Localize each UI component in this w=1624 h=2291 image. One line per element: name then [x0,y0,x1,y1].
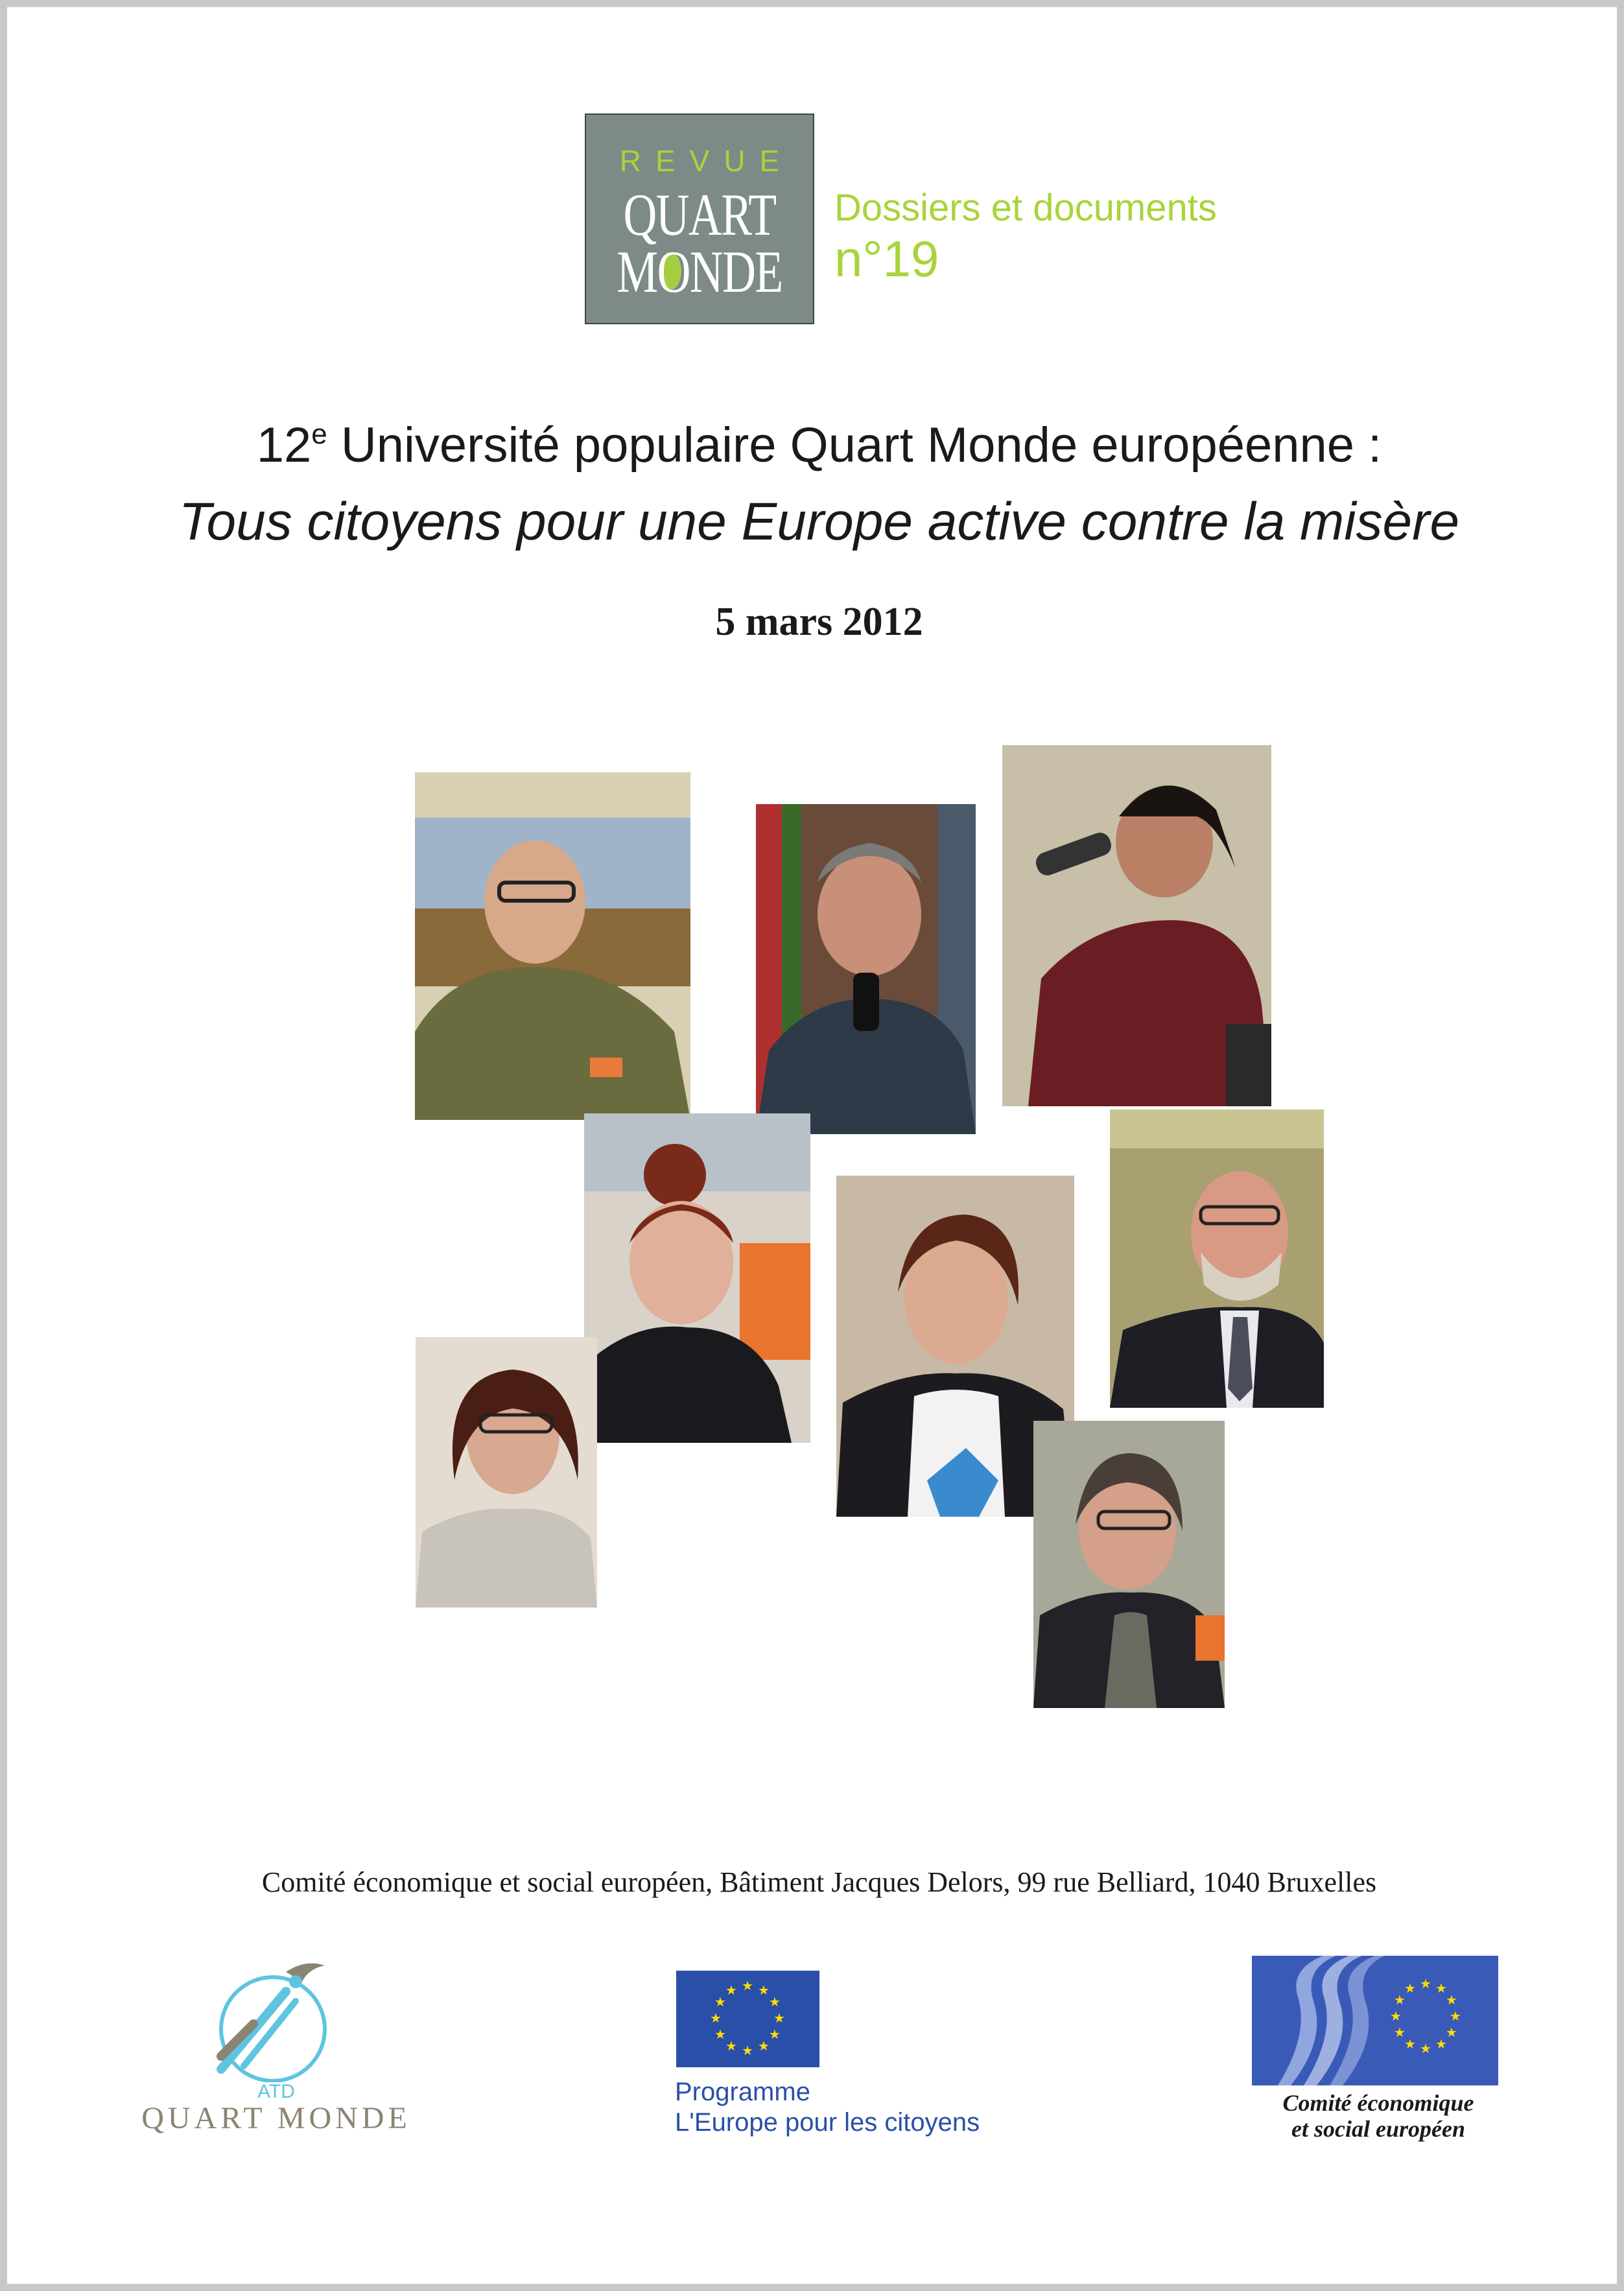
svg-text:★: ★ [1420,2041,1431,2056]
cese-line1: Comité économique [1282,2090,1474,2116]
venue-address: Comité économique et social européen, Bâtiment Jacques Delors, 99 rue Belliard, 1040 Bruxelles [261,1866,1377,1898]
eu-programme-line1: Programme [675,2078,810,2106]
svg-text:★: ★ [710,2010,722,2026]
svg-text:★: ★ [714,1994,726,2010]
svg-text:★: ★ [769,2026,781,2042]
atd-quart-monde-logo [124,1953,429,2147]
svg-text:★: ★ [1394,1992,1406,2008]
title-rest: Université populaire Quart Monde européenne : [327,418,1382,473]
svg-text:★: ★ [1446,1992,1457,2008]
svg-text:★: ★ [742,2043,753,2058]
svg-text:★: ★ [1446,2024,1457,2040]
photo-woman-microphone-red [1002,745,1271,1106]
svg-text:★: ★ [1404,1980,1416,1996]
photo-man-beard-tie [1110,1110,1324,1408]
svg-text:★: ★ [1420,1976,1431,1991]
page-title [7,417,1624,473]
cese-logo-icon [1252,1956,1498,2085]
svg-text:★: ★ [769,1994,781,2010]
logo-revue-text: REVUE [619,144,794,178]
eu-flag-icon [676,1971,819,2067]
svg-text:★: ★ [1450,2008,1461,2024]
issue-number: n°19 [834,230,939,287]
svg-text:★: ★ [1435,1980,1447,1996]
atd-name: QUART MONDE [141,2101,411,2135]
photo-woman-glasses-microphone [1033,1421,1225,1708]
atd-acronym: ATD [257,2081,295,2102]
svg-text:★: ★ [725,2038,737,2054]
title-ordinal: 12 [256,418,312,473]
title-ordinal-suffix: e [311,418,327,450]
svg-text:★: ★ [1404,2036,1416,2052]
cover-page [7,7,1617,2284]
atd-emblem-icon [124,1953,429,2082]
photo-woman-hair-bun-headset [584,1113,810,1443]
page-subtitle: Tous citoyens pour une Europe active contre la misère [178,492,1460,551]
svg-text:★: ★ [1394,2024,1406,2040]
eu-programme-line2: L'Europe pour les citoyens [675,2108,980,2137]
svg-text:★: ★ [1435,2036,1447,2052]
logo-quart-text: QUART [623,182,776,248]
svg-text:★: ★ [773,2010,785,2026]
event-date: 5 mars 2012 [715,600,923,644]
svg-text:★: ★ [725,1982,737,1998]
photo-woman-glasses-headset [416,1337,597,1608]
series-label: Dossiers et documents [834,187,1217,229]
logo-monde-text: MONDE [617,239,783,305]
cese-line2: et social européen [1291,2116,1465,2142]
svg-text:★: ★ [742,1978,753,1993]
photo-man-glasses-sweater [415,772,690,1120]
svg-text:★: ★ [758,2038,770,2054]
svg-text:★: ★ [714,2026,726,2042]
svg-text:★: ★ [758,1982,770,1998]
revue-quart-monde-logo [585,113,814,324]
photo-man-microphone-jacket [756,804,976,1134]
eu-programme-label [675,2077,980,2138]
cese-name [1239,2090,1518,2142]
svg-text:★: ★ [1390,2008,1402,2024]
